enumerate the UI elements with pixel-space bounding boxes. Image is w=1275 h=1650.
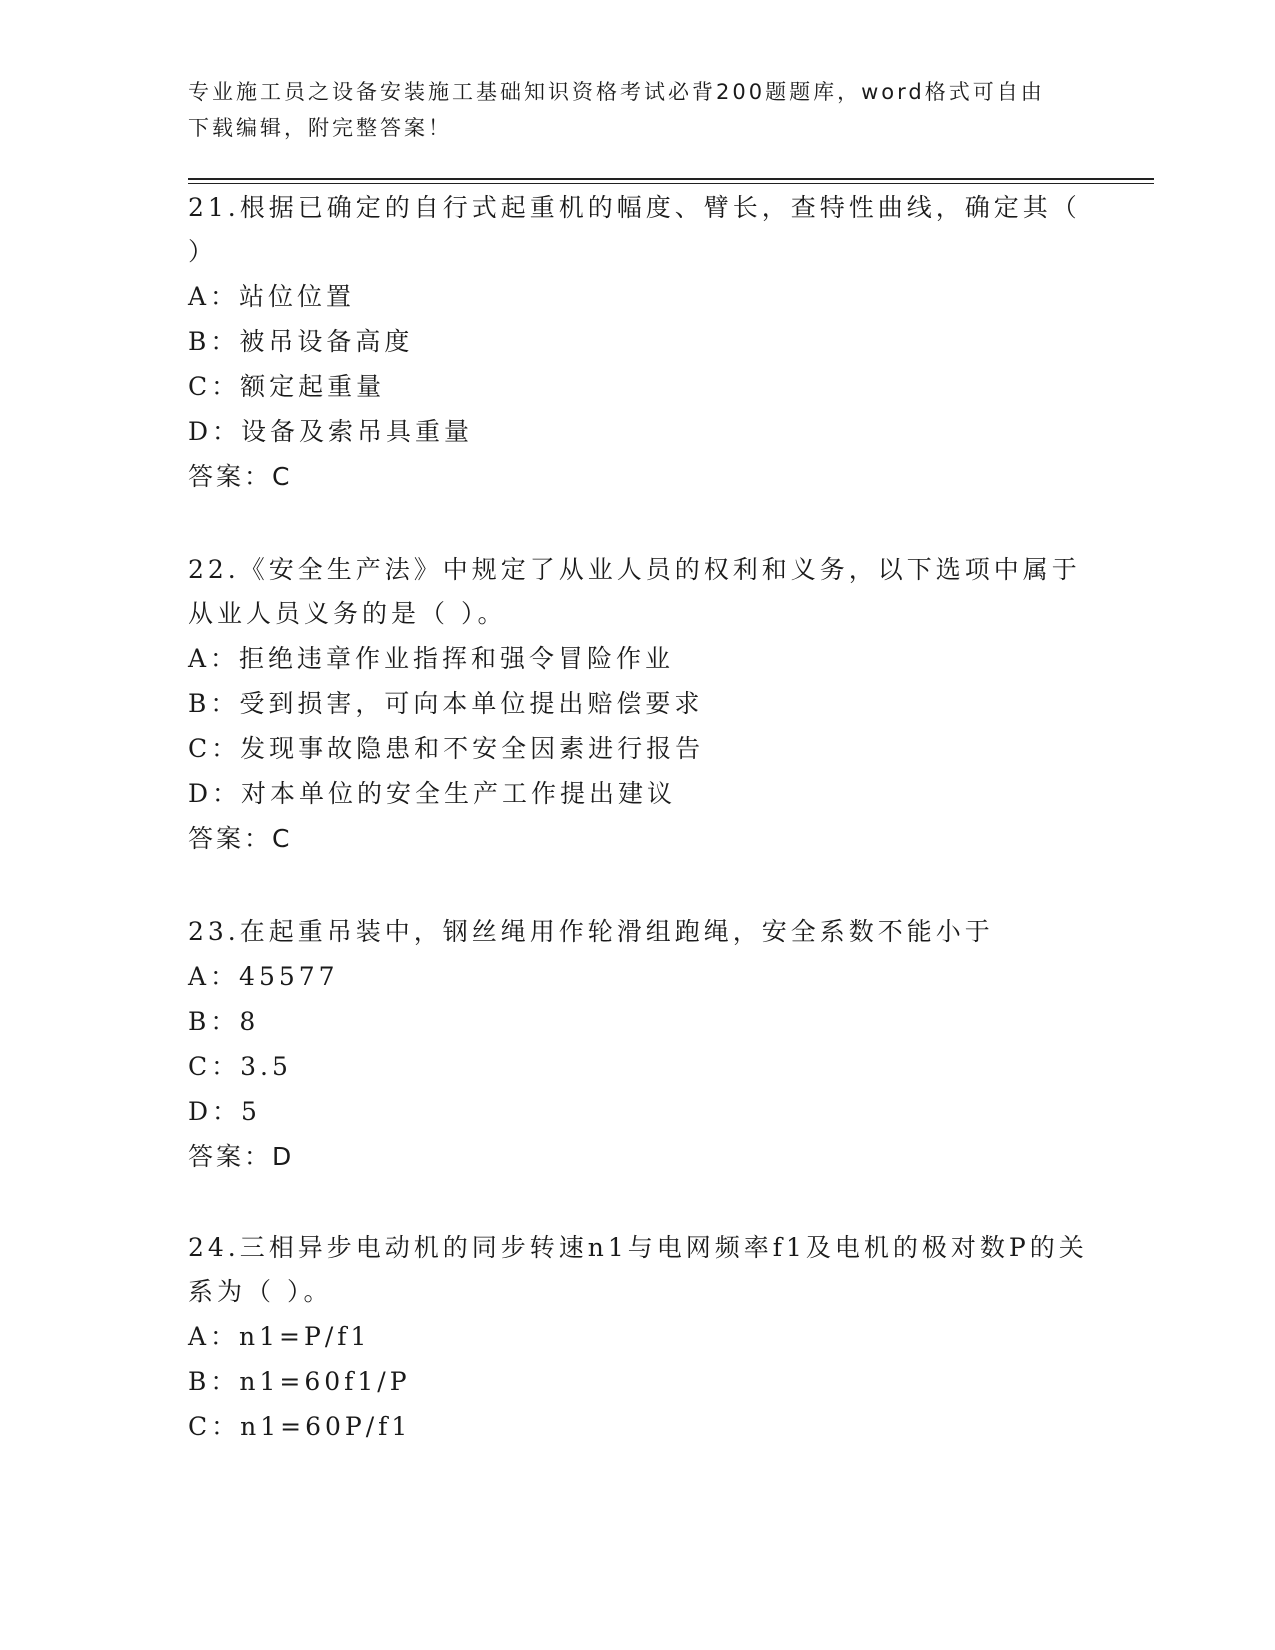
question-text: 24.三相异步电动机的同步转速n1与电网频率f1及电机的极对数P的关系为（ ）。 [188,1233,1088,1306]
option-a: A：45577 [188,962,339,991]
answer-label: 答案：C [188,462,293,491]
option-d: D：对本单位的安全生产工作提出建议 [188,779,677,808]
option-a: A：n1=P/f1 [188,1322,371,1351]
answer-label: 答案：D [188,1142,295,1171]
question-24 [188,1226,1088,1449]
option-b: B：n1=60f1/P [188,1367,411,1396]
question-21 [188,186,1088,499]
option-d: D：设备及索吊具重量 [188,417,474,446]
option-b: B：被吊设备高度 [188,327,414,356]
option-b: B：8 [188,1007,260,1036]
option-c: C：3.5 [188,1052,292,1081]
answer-label: 答案：C [188,824,293,853]
option-b: B：受到损害，可向本单位提出赔偿要求 [188,689,704,718]
question-text: 23.在起重吊装中，钢丝绳用作轮滑组跑绳，安全系数不能小于 [188,917,994,946]
header-divider-thick [188,178,1154,180]
question-23 [188,910,1088,1179]
question-text: 21.根据已确定的自行式起重机的幅度、臂长，查特性曲线，确定其（ ） [188,193,1081,266]
option-c: C：发现事故隐患和不安全因素进行报告 [188,734,705,763]
header-divider-thin [188,183,1154,184]
option-c: C：n1=60P/f1 [188,1412,412,1441]
question-text: 22.《安全生产法》中规定了从业人员的权利和义务，以下选项中属于从业人员义务的是（ ）。 [188,555,1081,628]
option-a: A：拒绝违章作业指挥和强令冒险作业 [188,644,675,673]
option-d: D：5 [188,1097,261,1126]
question-22 [188,548,1088,861]
option-a: A：站位位置 [188,282,356,311]
option-c: C：额定起重量 [188,372,386,401]
document-header: 专业施工员之设备安装施工基础知识资格考试必背200题题库，word格式可自由下载编辑，附完整答案！ [188,80,1045,140]
